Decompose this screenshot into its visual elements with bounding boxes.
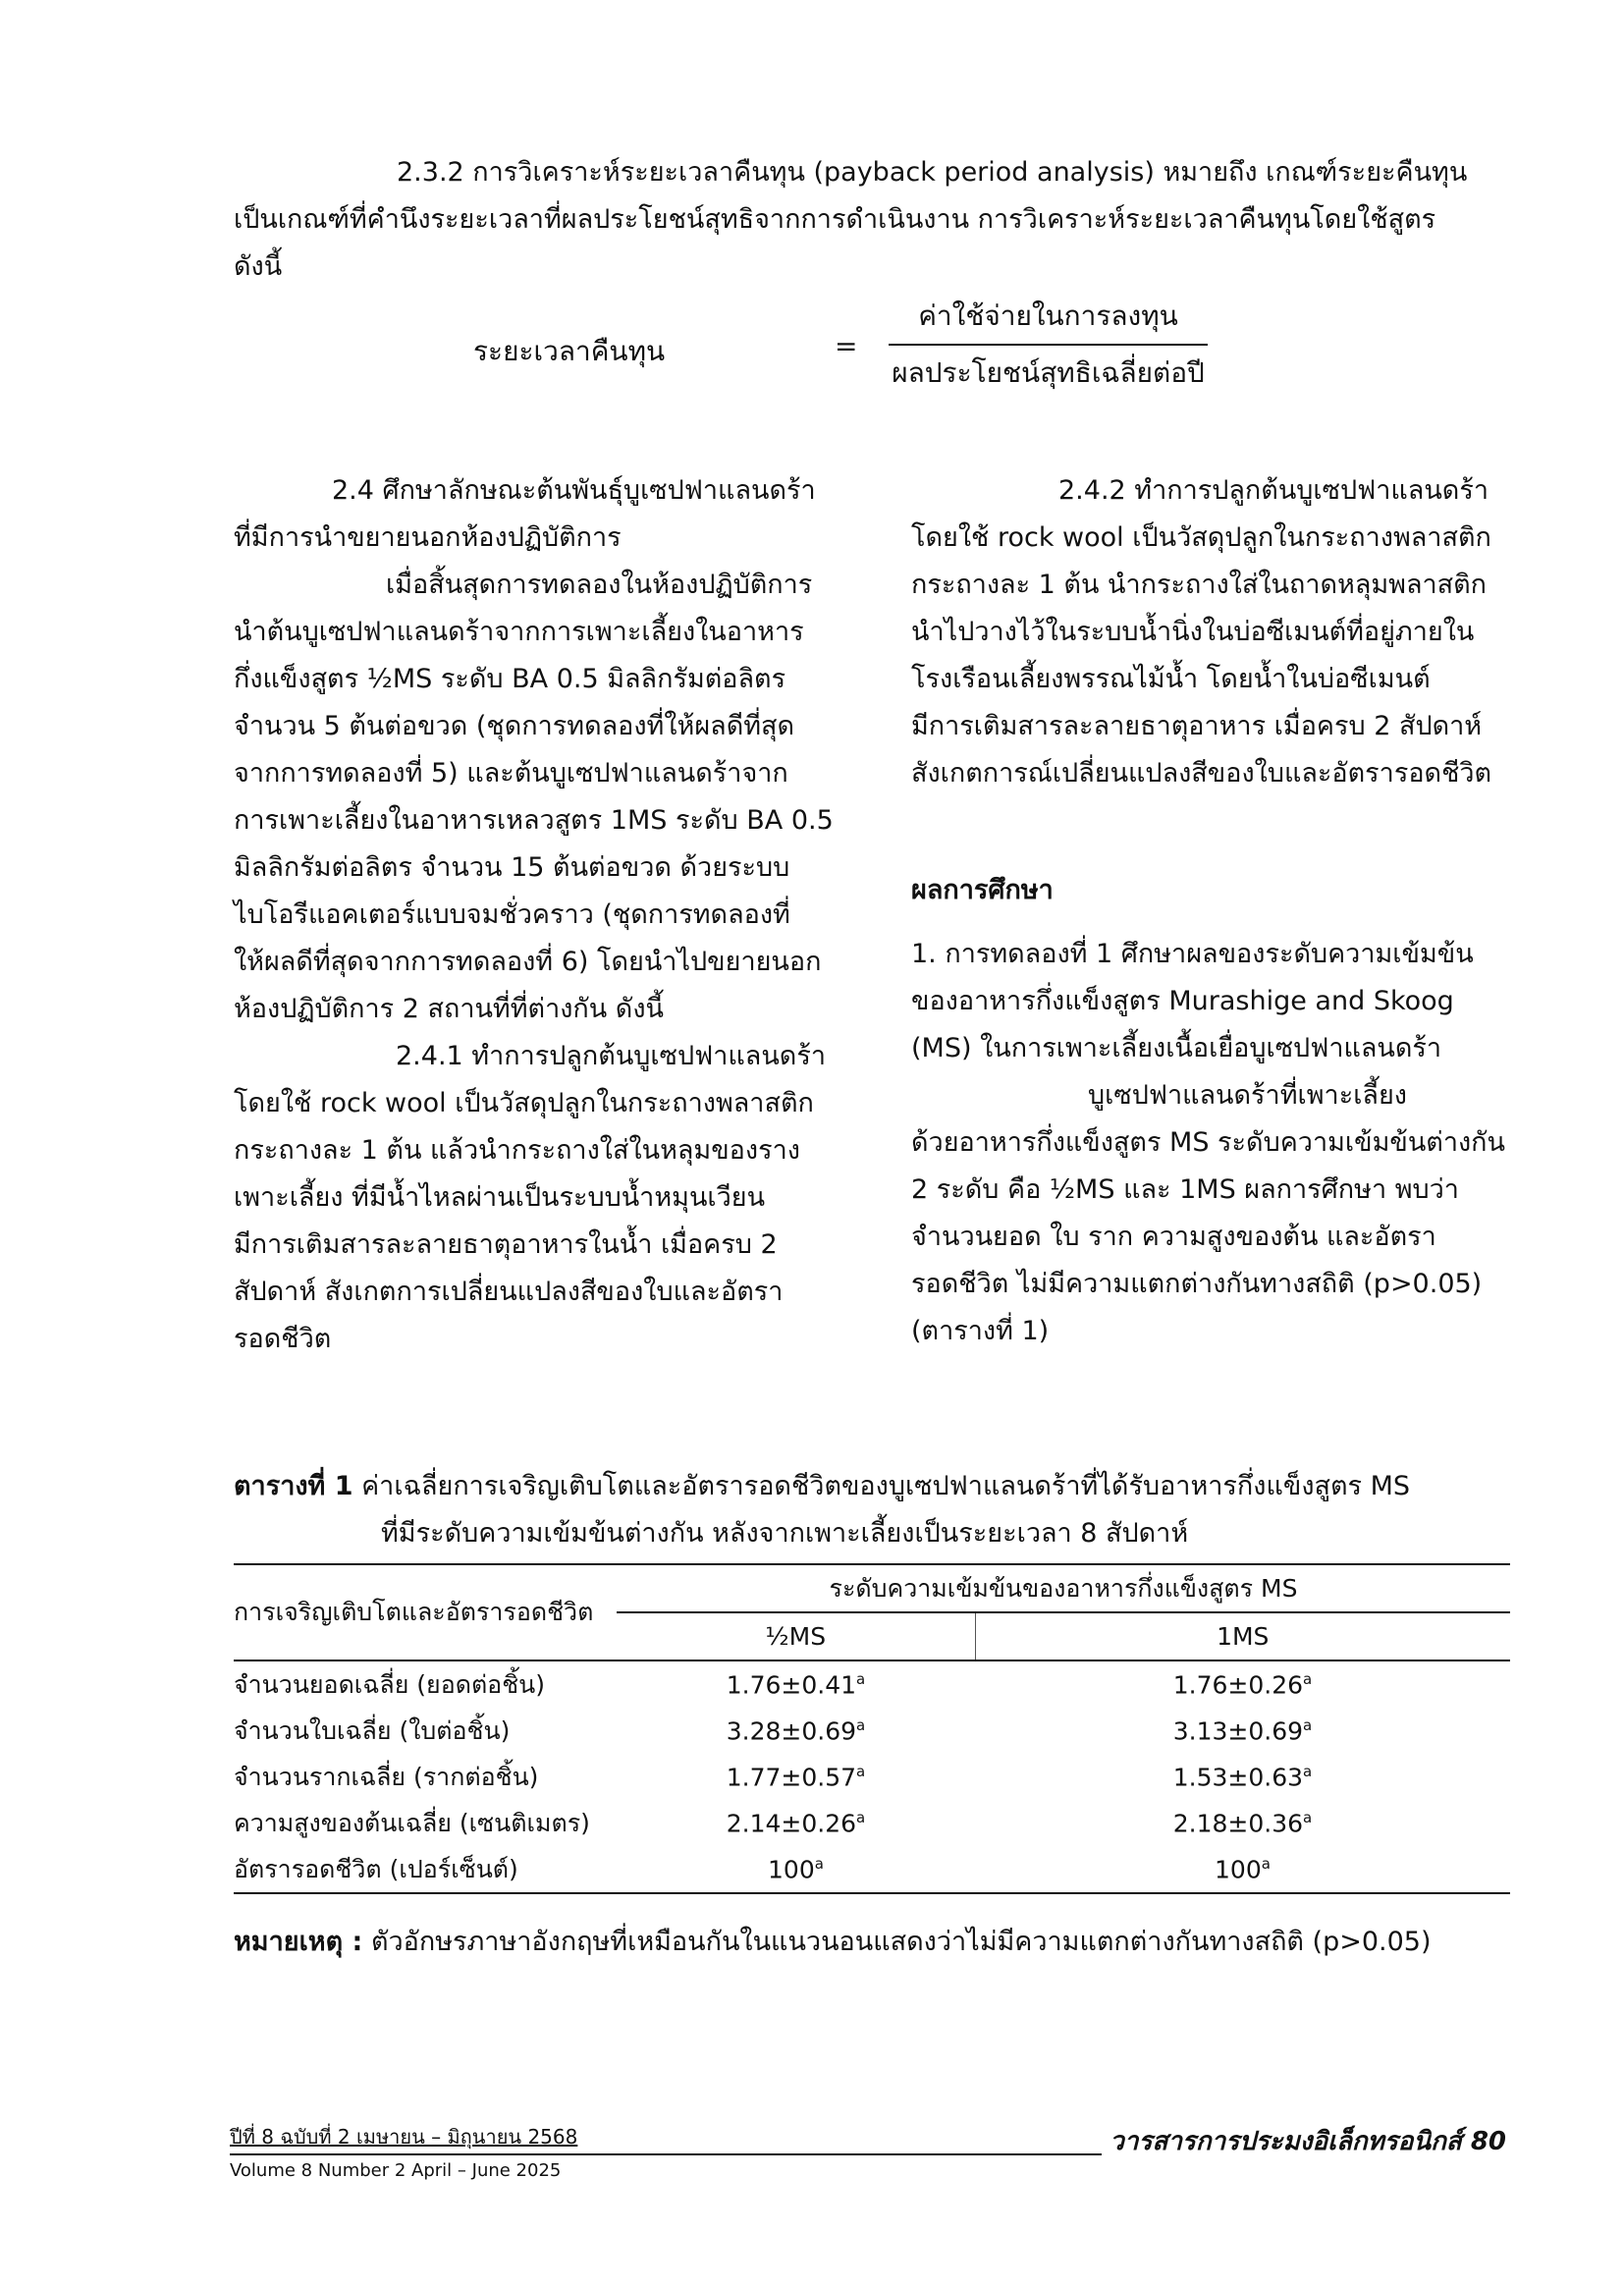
table-cell: 2.14±0.26$^a$ <box>726 1808 866 1838</box>
right-column <box>911 467 1510 797</box>
footer-page-number: 80 <box>1470 2127 1506 2156</box>
right-line: มีการเติมสารละลายธาตุอาหาร เมื่อครบ 2 สัปดาห์ <box>911 711 1483 741</box>
left-line: กึ่งแข็งสูตร ½MS ระดับ BA 0.5 มิลลิกรัมต่อลิตร <box>234 664 786 694</box>
footer-thai-issue: ปีที่ 8 ฉบับที่ 2 เมษายน – มิถุนายน 2568 <box>230 2125 578 2149</box>
right-line: 2.4.2 ทำการปลูกต้นบูเซปฟาแลนดร้า <box>1058 475 1489 506</box>
results-line: (ตารางที่ 1) <box>911 1316 1050 1346</box>
table-cell: 100$^a$ <box>1215 1854 1271 1884</box>
table-row-label: จำนวนรากเฉลี่ย (รากต่อชิ้น) <box>234 1762 539 1791</box>
section-232 <box>234 149 1510 291</box>
left-column <box>234 467 834 1363</box>
section-232-line: ดังนี้ <box>234 251 283 282</box>
table-row-label: อัตรารอดชีวิต (เปอร์เซ็นต์) <box>234 1854 518 1883</box>
table-row <box>234 1800 1510 1846</box>
table-note <box>234 1919 1431 1966</box>
left-line: ที่มีการนำขยายนอกห้องปฏิบัติการ <box>234 522 622 553</box>
left-line: นำต้นบูเซปฟาแลนดร้าจากการเพาะเลี้ยงในอาหาร <box>234 617 804 647</box>
table-cell: 3.13±0.69$^a$ <box>1172 1715 1313 1746</box>
right-line: สังเกตการณ์เปลี่ยนแปลงสีของใบและอัตรารอดชีวิต <box>911 758 1492 789</box>
formula-equals: = <box>835 330 858 362</box>
table-row-label: จำนวนยอดเฉลี่ย (ยอดต่อชิ้น) <box>234 1669 546 1699</box>
left-line: การเพาะเลี้ยงในอาหารเหลวสูตร 1MS ระดับ BA 0.5 <box>234 805 834 836</box>
right-line: กระถางละ 1 ต้น นำกระถางใส่ในถาดหลุมพลาสติก <box>911 570 1488 600</box>
left-line: ไบโอรีแอคเตอร์แบบจมชั่วคราว (ชุดการทดลองที่ <box>234 899 790 930</box>
footer-journal-name: วารสารการประมงอิเล็กทรอนิกส์ <box>1110 2127 1462 2156</box>
left-line: เมื่อสิ้นสุดการทดลองในห้องปฏิบัติการ <box>386 570 813 600</box>
note-label: หมายเหตุ : <box>234 1927 363 1957</box>
results-line: จำนวนยอด ใบ ราก ความสูงของต้น และอัตรา <box>911 1222 1436 1252</box>
right-line: โรงเรือนเลี้ยงพรรณไม้น้ำ โดยน้ำในบ่อซีเมนต์ <box>911 664 1431 694</box>
section-232-line: 2.3.2 การวิเคราะห์ระยะเวลาคืนทุน (payback period analysis) หมายถึง เกณฑ์ระยะคืนทุน <box>397 157 1468 188</box>
left-line: เพาะเลี้ยง ที่มีน้ำไหลผ่านเป็นระบบน้ำหมุนเวียน <box>234 1182 766 1213</box>
formula-fraction <box>889 295 1208 395</box>
results-line: ของอาหารกึ่งแข็งสูตร Murashige and Skoog <box>911 986 1454 1016</box>
footer-journal <box>1102 2121 1506 2161</box>
section-232-line: เป็นเกณฑ์ที่คำนึงระยะเวลาที่ผลประโยชน์สุทธิจากการดำเนินงาน การวิเคราะห์ระยะเวลาคืนทุนโดยใช้สูตร <box>234 204 1436 235</box>
table-cell: 3.28±0.69$^a$ <box>726 1715 866 1746</box>
table-caption-line2: ที่มีระดับความเข้มข้นต่างกัน หลังจากเพาะเลี้ยงเป็นระยะเวลา 8 สัปดาห์ <box>381 1518 1189 1549</box>
table-cell: 100$^a$ <box>768 1854 824 1884</box>
results-heading: ผลการศึกษา <box>911 875 1054 905</box>
table-row <box>234 1846 1510 1893</box>
results-line: (MS) ในการเพาะเลี้ยงเนื้อเยื่อบูเซปฟาแลนดร้า <box>911 1033 1442 1063</box>
table-col-half-ms: ½MS <box>617 1612 975 1660</box>
left-line: สัปดาห์ สังเกตการเปลี่ยนแปลงสีของใบและอัตรา <box>234 1277 784 1307</box>
table-caption-line1: ค่าเฉลี่ยการเจริญเติบโตและอัตรารอดชีวิตของบูเซปฟาแลนดร้าที่ได้รับอาหารกึ่งแข็งสูตร MS <box>361 1471 1411 1501</box>
table-cell: 1.76±0.41$^a$ <box>726 1669 866 1700</box>
table-cell: 2.18±0.36$^a$ <box>1172 1808 1313 1838</box>
right-line: นำไปวางไว้ในระบบน้ำนิ่งในบ่อซีเมนต์ที่อยู่ภายใน <box>911 617 1475 647</box>
left-line: รอดชีวิต <box>234 1324 332 1354</box>
table-row <box>234 1754 1510 1800</box>
left-line: จากการทดลองที่ 5) และต้นบูเซปฟาแลนดร้าจาก <box>234 758 788 789</box>
results-line: รอดชีวิต ไม่มีความแตกต่างกันทางสถิติ (p>0.05) <box>911 1269 1483 1299</box>
left-line: 2.4 ศึกษาลักษณะต้นพันธุ์บูเซปฟาแลนดร้า <box>332 475 816 506</box>
results-line: 2 ระดับ คือ ½MS และ 1MS ผลการศึกษา พบว่า <box>911 1174 1459 1205</box>
table-cell: 1.53±0.63$^a$ <box>1172 1762 1313 1792</box>
formula-denominator: ผลประโยชน์สุทธิเฉลี่ยต่อปี <box>892 356 1205 389</box>
left-line: มิลลิกรัมต่อลิตร จำนวน 15 ต้นต่อขวด ด้วยระบบ <box>234 852 790 883</box>
results-paragraph <box>911 931 1510 1355</box>
table-caption <box>234 1463 1510 1557</box>
left-line: จำนวน 5 ต้นต่อขวด (ชุดการทดลองที่ให้ผลดีที่สุด <box>234 711 795 741</box>
results-line: 1. การทดลองที่ 1 ศึกษาผลของระดับความเข้มข้น <box>911 939 1474 969</box>
results-table <box>234 1563 1510 1894</box>
right-line: โดยใช้ rock wool เป็นวัสดุปลูกในกระถางพลาสติก <box>911 522 1491 553</box>
table-caption-label: ตารางที่ 1 <box>234 1471 353 1501</box>
table-row-label: จำนวนใบเฉลี่ย (ใบต่อชิ้น) <box>234 1715 511 1745</box>
formula-lhs: ระยะเวลาคืนทุน <box>473 335 666 367</box>
left-line: 2.4.1 ทำการปลูกต้นบูเซปฟาแลนดร้า <box>396 1041 826 1071</box>
left-line: ห้องปฏิบัติการ 2 สถานที่ที่ต่างกัน ดังนี้ <box>234 994 664 1024</box>
table-col-1ms: 1MS <box>1217 1622 1270 1651</box>
table-header-row <box>234 1564 1510 1612</box>
table-cell: 1.76±0.26$^a$ <box>1172 1669 1313 1700</box>
left-line: กระถางละ 1 ต้น แล้วนำกระถางใส่ในหลุมของราง <box>234 1135 800 1166</box>
left-line: มีการเติมสารละลายธาตุอาหารในน้ำ เมื่อครบ 2 <box>234 1229 778 1260</box>
table-row-header: การเจริญเติบโตและอัตรารอดชีวิต <box>234 1564 617 1660</box>
table-row <box>234 1708 1510 1754</box>
results-line: ด้วยอาหารกึ่งแข็งสูตร MS ระดับความเข้มข้นต่างกัน <box>911 1127 1505 1158</box>
footer-en-issue: Volume 8 Number 2 April – June 2025 <box>230 2160 562 2181</box>
table-row <box>234 1660 1510 1708</box>
formula-numerator: ค่าใช้จ่ายในการลงทุน <box>918 299 1178 332</box>
results-line: บูเซปฟาแลนดร้าที่เพาะเลี้ยง <box>1088 1080 1407 1111</box>
table-row-label: ความสูงของต้นเฉลี่ย (เซนติเมตร) <box>234 1808 590 1837</box>
table-cell: 1.77±0.57$^a$ <box>726 1762 866 1792</box>
note-text: ตัวอักษรภาษาอังกฤษที่เหมือนกันในแนวนอนแสดงว่าไม่มีความแตกต่างกันทางสถิติ (p>0.05) <box>370 1927 1432 1957</box>
table-group-header: ระดับความเข้มข้นของอาหารกึ่งแข็งสูตร MS <box>617 1564 1510 1612</box>
left-line: ให้ผลดีที่สุดจากการทดลองที่ 6) โดยนำไปขยายนอก <box>234 947 822 977</box>
left-line: โดยใช้ rock wool เป็นวัสดุปลูกในกระถางพลาสติก <box>234 1088 814 1118</box>
